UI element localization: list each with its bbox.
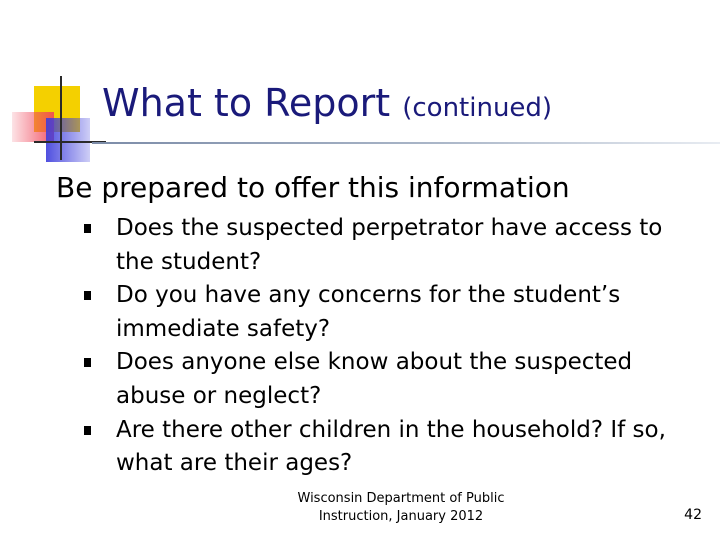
footer-line-1: Wisconsin Department of Public (297, 491, 505, 506)
bullet-item (84, 346, 674, 413)
square-bullet-icon (84, 358, 91, 367)
slide-title-suffix: (continued) (402, 93, 553, 123)
decor-vertical-line (60, 76, 62, 160)
lead-text: Be prepared to offer this information (56, 171, 570, 204)
square-bullet-icon (84, 426, 91, 435)
bullet-text: Are there other children in the household? If so, what are their ages? (116, 416, 666, 477)
square-bullet-icon (84, 224, 91, 233)
footer-line-2: Instruction, January 2012 (318, 509, 484, 524)
square-bullet-icon (84, 291, 91, 300)
bullet-text: Do you have any concerns for the student’s immediate safety? (116, 282, 621, 342)
page-number: 42 (684, 507, 702, 523)
bullet-text: Does anyone else know about the suspected abuse or neglect? (116, 349, 633, 409)
title-underline-rule (92, 142, 720, 144)
slide-title-main: What to Report (102, 81, 391, 125)
bullet-text: Does the suspected perpetrator have access to the student? (116, 215, 663, 275)
bullet-item (84, 279, 674, 346)
slide-title (102, 78, 552, 133)
decor-blue-square (46, 118, 90, 162)
bullet-list (84, 212, 674, 481)
bullet-item (84, 414, 674, 481)
bullet-item (84, 212, 674, 279)
slide-footer (276, 490, 526, 526)
